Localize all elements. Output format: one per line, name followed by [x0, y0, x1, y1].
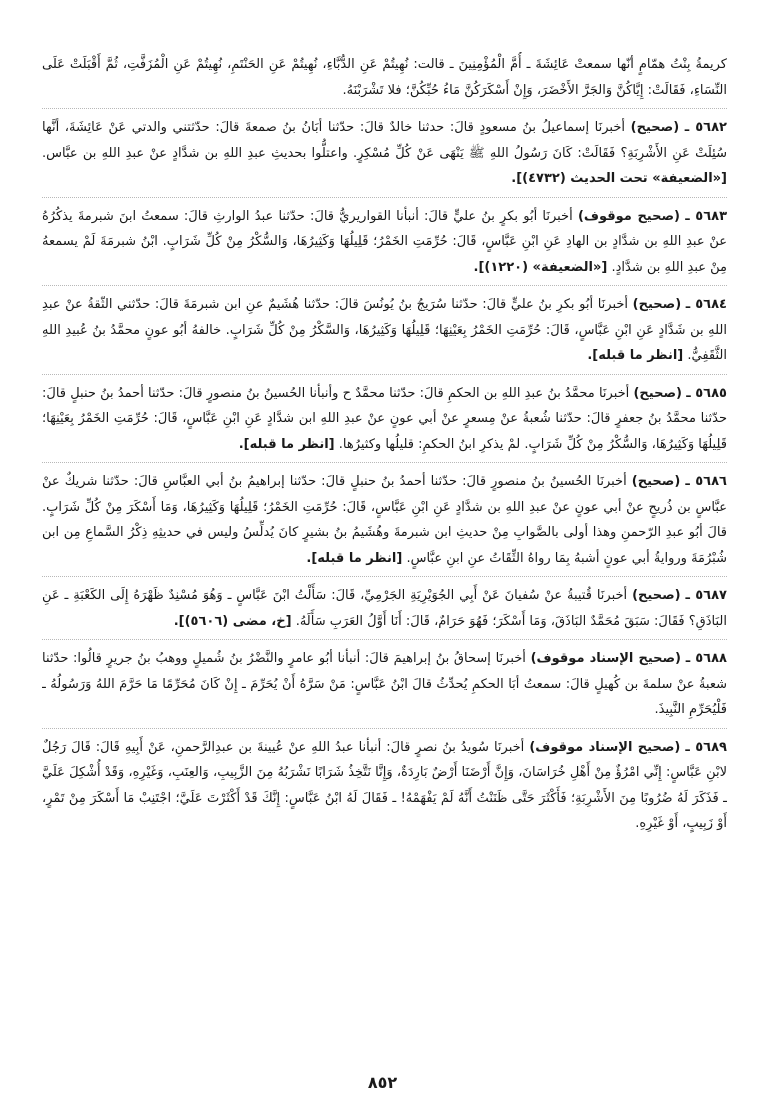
hadith-text: أخبرنَا سُويدُ بنُ نصرٍ قالَ: أنبأنا عبدُ اللهِ عنْ عُيينةَ بن عبدِالرَّحمنِ، عَنْ أَبِيهِ قَالَ: قَالَ رَجُلٌ لابْنِ عَبَّاسٍ: إِنِّي امْرُؤٌ مِنْ أَهْلِ خُرَاسَانَ، وَإِنَّ أَرْضَنَا أَرْضٌ بَارِدَةٌ، وَإِنَّا نَتَّخِذُ شَرَابًا نَشْرَبُهُ مِنَ الزَّبِيبِ، وَالعِنَبِ، وَغَيْرِهِ، وَقَدْ أُشْكِلَ عَلَيَّ ـ فَذَكَرَ لَهُ ضُرُوبًا مِنَ الأَشْرِبَةِ؛ فَأَكْثَرَ حَتَّى ظَنَنْتُ أَنَّهُ لَمْ يَفْهَمْهُ! ـ فَقَالَ لَهُ ابْنُ عَبَّاسٍ: إِنَّكَ قَدْ أَكْثَرْتَ عَلَيَّ؛ اجْتَنِبْ مَا أَسْكَرَ مِنْ تَمْرٍ، أَوْ زَبِيبٍ، أَوْ غَيْرِهِ.: [42, 739, 727, 831]
hadith-5683: [42, 204, 727, 287]
hadith-text: أخبرنَا أبُو بكرٍ بنُ عليٍّ قالَ: أنبأنا القواريريُّ قالَ: حدّثنا عبدُ الوارثِ قالَ: سمعتُ ابنَ شبرمةَ يذكُرُهُ عنْ عبدِ اللهِ بن شدَّادٍ بن الهادِ عَنِ ابْنِ عَبَّاسٍ، قَالَ: حُرِّمَتِ الخَمْرُ؛ قَلِيلُهَا وَكَثِيرُهَا، وَالسُّكْرُ مِنْ كُلِّ شَرَابٍ. ابْنُ شبرمَةَ لَمْ يسمعهُ مِنْ عبدِ اللهِ بن شدَّادٍ.: [42, 208, 727, 275]
hadith-5684: [42, 292, 727, 375]
hadith-number: ٥٦٨٤ ـ: [685, 297, 727, 312]
hadith-5689: [42, 735, 727, 842]
hadith-5686: [42, 469, 727, 577]
hadith-reference: [انظر ما قبله].: [238, 436, 335, 452]
hadith-grade: (صحيح): [631, 474, 681, 489]
hadith-grade: (صحيح): [633, 385, 682, 401]
hadith-grade: (صحيح): [630, 120, 680, 135]
hadith-number: ٥٦٨٨ ـ: [685, 651, 727, 666]
hadith-5682: [42, 115, 727, 198]
hadith-number: ٥٦٨٢ ـ: [684, 120, 727, 135]
hadith-text: كريمةُ بِنْتُ همّامٍ أنّها سمعتْ عَائِشَةَ ـ أُمَّ الْمُؤْمِنِينَ ـ قالت: نُهِيتُمْ عَنِ الدُّبَّاءِ، نُهِيتُمْ عَنِ الحَنْتَمِ، نُهِيتُمْ عَنِ الْمُزَفَّتِ، ثُمَّ أَقْبَلَتْ عَلَى النِّسَاءِ، فَقَالَتْ: إِيَّاكُنَّ وَالجَرَّ الأَخْضَرَ، وَإِنْ أَسْكَرَكُنَّ مَاءُ حُبِّكُنَّ؛ فلا تَشْرَبْنَهُ.: [42, 57, 727, 98]
hadith-number: ٥٦٨٣ ـ: [685, 208, 727, 224]
document-page: [42, 52, 727, 1052]
hadith-reference: [انظر ما قبله].: [587, 348, 684, 363]
hadith-grade: (صحيح موقوف): [577, 208, 680, 224]
hadith-grade: (صحيح الإسناد موقوف): [529, 739, 681, 755]
hadith-number: ٥٦٨٧ ـ: [685, 588, 727, 603]
hadith-text: أخبرنَا إسحاقُ بنُ إبراهيمَ قالَ: أنبأنا أبُو عامرٍ والنَّضْرُ بنُ شُميلٍ ووهبُ بنُ جريرٍ قالُوا: حدّثنا شعبةُ عنْ سلمةَ بن كُهيلٍ قالَ: سمعتُ أبَا الحكمِ يُحدِّثُ قالَ ابْنُ عَبَّاسٍ: مَنْ سَرَّهُ أَنْ يُحَرِّمَ ـ إِنْ كَانَ مُحَرِّمًا مَا حَرَّمَ اللهُ وَرَسُولُهُ ـ فَلْيُحَرِّمِ النَّبِيذَ.: [42, 651, 727, 717]
hadith-grade: (صحيح): [632, 588, 681, 603]
hadith-number: ٥٦٨٦ ـ: [685, 474, 727, 489]
hadith-continuation: [42, 52, 727, 109]
hadith-reference: [«الضعيفة» تحت الحديث (٤٧٣٢)].: [511, 171, 727, 186]
hadith-text: أخبرنَا محمَّدُ بنُ عبدِ اللهِ بن الحكمِ قالَ: حدّثنا محمَّدٌ ح وأنبأنا الحُسينُ بنُ منصورٍ قالَ: حدّثنا أحمدُ بنُ حنبلٍ قالَ: حدّثنا محمَّدُ بنُ جعفرٍ قالَ: حدّثنا شُعبةُ عنْ مِسعرٍ عنْ أبي عونٍ عنْ عبدِ اللهِ ابن شدَّادٍ عَنِ ابْنِ عَبَّاسٍ، قَالَ: حُرِّمَتِ الخَمْرُ بِعَيْنِهَا؛ قَلِيلُهَا وَكَثِيرُهَا، وَالسُّكْرُ مِنْ كُلِّ شَرَابٍ. لمْ يذكرِ ابنُ الحكمِ: قليلُها وكثيرُها.: [42, 385, 727, 452]
hadith-text: أخبرنَا أبُو بكرِ بنُ عليٍّ قالَ: حدّثنا سُرَيجُ بنُ يُونُسَ قالَ: حدّثنا هُشَيمٌ عنِ ابن شبرمَةَ قالَ: حدّثني الثّقةُ عنْ عبدِ اللهِ بن شَدَّادٍ عَنِ ابْنِ عَبَّاسٍ، قَالَ: حُرِّمَتِ الخَمْرُ بِعَيْنِهَا؛ قَلِيلُهَا وَكَثِيرُهَا، وَالسَّكْرُ مِنْ كُلِّ شَرَابٍ. خالفهُ أبُو عونٍ محمَّدُ بنُ عُبيدِ اللهِ الثَّقَفِيُّ.: [42, 297, 727, 363]
hadith-text: أخبرنَا قُتيبةُ عنْ سُفيانَ عَنْ أَبِي الجُوَيْرِيَةِ الجَرْمِيِّ، قَالَ: سَأَلْتُ ابْنَ عَبَّاسٍ ـ وَهُوَ مُسْنِدٌ ظَهْرَهُ إِلَى الكَعْبَةِ ـ عَنِ البَاذَقِ؟ فَقَالَ: سَبَقَ مُحَمَّدٌ البَاذَقَ، وَمَا أَسْكَرَ؛ فَهُوَ حَرَامٌ، قَالَ: أَنَا أَوَّلُ العَرَبِ سَأَلَهُ.: [42, 588, 727, 629]
page-number: ٨٥٢: [367, 1073, 398, 1092]
hadith-number: ٥٦٨٩ ـ: [685, 739, 727, 755]
hadith-number: ٥٦٨٥ ـ: [686, 385, 727, 401]
hadith-5687: [42, 583, 727, 640]
hadith-reference: [«الضعيفة» (١٢٢٠)].: [473, 259, 608, 275]
hadith-grade: (صحيح الإسناد موقوف): [530, 651, 681, 666]
hadith-grade: (صحيح): [632, 297, 682, 312]
hadith-5685: [42, 381, 727, 464]
hadith-5688: [42, 646, 727, 729]
hadith-text: أخبرنَا إسماعيلُ بنُ مسعودٍ قالَ: حدثنا خالدٌ قالَ: حدّثنا أبَانُ بنُ صمعةَ قالَ: حدّثتني والدتي عَنْ عَائِشَةَ، أنَّها سُئِلَتْ عَنِ الأَشْرِبَةِ؟ فَقَالَتْ: كَانَ رَسُولُ اللهِ ﷺ يَنْهَى عَنْ كُلِّ مُسْكِرٍ. واعتلُّوا بحديثِ عبدِ اللهِ بن شدَّادٍ عنْ عبدِ اللهِ بن عبَّاس.: [42, 120, 727, 161]
hadith-reference: [انظر ما قبله].: [306, 550, 403, 566]
hadith-text: أخبرنَا الحُسينُ بنُ منصورٍ قالَ: حدّثنا أحمدُ بنُ حنبلٍ قالَ: حدّثنا إبراهيمُ بنُ أبي العبَّاسِ قالَ: حدّثنا شريكٌ عنْ عبَّاسٍ بن ذُريحٍ عنْ أبي عونٍ عنْ عبدِ اللهِ بن شدَّادٍ عَنِ ابْنِ عَبَّاسٍ، قَالَ: حُرِّمَتِ الخَمْرُ؛ قَلِيلُهَا وَكَثِيرُهَا، وَمَا أَسْكَرَ مِنْ كُلِّ شَرَابٍ. قالَ أبُو عبدِ الرّحمنِ وهذا أولى بالصَّوابِ مِنْ حديثِ ابن شبرمةَ وهُشَيمُ بنُ بشيرٍ كانَ يُدلِّسُ وليس في حديثِهِ ذِكْرُ السَّماعِ مِن ابن شُبْرُمَةَ وروايةُ أبي عونٍ أشبهُ بِمَا رواهُ الثِّقَاتُ عنِ ابنِ عبَّاسٍ.: [42, 474, 727, 566]
hadith-reference: [خ، مضى (٥٦٠٦)].: [173, 613, 292, 629]
